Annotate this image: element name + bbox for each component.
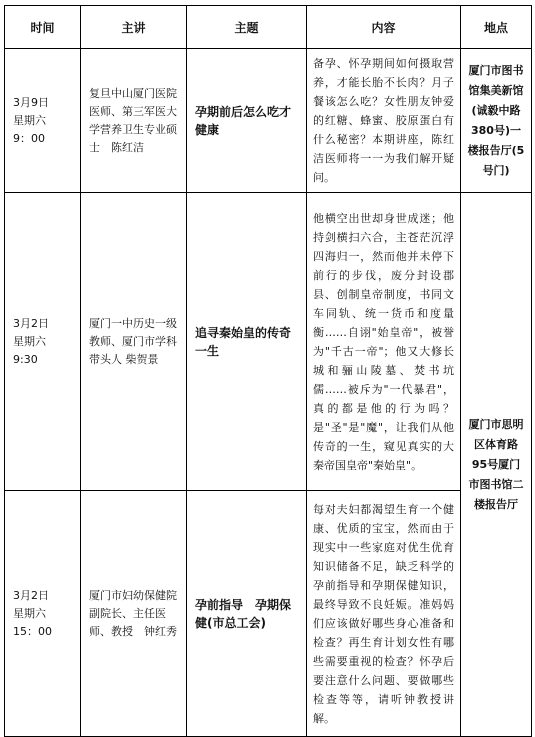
time-cell (5, 49, 81, 193)
header-row (5, 6, 532, 49)
header-speaker: 主讲 (81, 6, 187, 49)
topic-cell: 孕前指导 孕期保健(市总工会) (187, 491, 307, 737)
time-text: 9:30 (13, 352, 38, 366)
header-time: 时间 (5, 6, 81, 49)
date-text: 3月9日 (13, 95, 49, 109)
lecture-schedule-table (4, 5, 532, 737)
content-cell: 备孕、怀孕期间如何摄取营养，才能长胎不长肉？月子餐该怎么吃？女性朋友钟爱的红糖、蜂蜜、胶原蛋白有什么秘密？本期讲座，陈红洁医师将一一为我们解开疑问。 (307, 49, 461, 193)
header-content: 内容 (307, 6, 461, 49)
date-text: 3月2日 (13, 588, 49, 602)
time-cell (5, 193, 81, 491)
weekday-text: 星期六 (13, 334, 46, 348)
time-text: 15：00 (13, 624, 52, 638)
time-text: 9：00 (13, 131, 45, 145)
header-topic: 主题 (187, 6, 307, 49)
weekday-text: 星期六 (13, 113, 46, 127)
table-row (5, 193, 532, 491)
speaker-cell: 厦门市妇幼保健院副院长、主任医师、教授 钟红秀 (81, 491, 187, 737)
table-row (5, 491, 532, 737)
header-venue: 地点 (461, 6, 532, 49)
content-cell: 每对夫妇都渴望生育一个健康、优质的宝宝，然而由于现实中一些家庭对优生优育知识储备不足，缺乏科学的孕前指导和孕期保健知识，最终导致不良妊娠。准妈妈们应该做好哪些身心准备和检查？再生育计划女性有哪些需要重视的检查？怀孕后要注意什么问题、要做哪些检查等等，请听钟教授讲解。 (307, 491, 461, 737)
topic-cell: 孕期前后怎么吃才健康 (187, 49, 307, 193)
speaker-cell: 厦门一中历史一级教师、厦门市学科带头人 柴贺景 (81, 193, 187, 491)
speaker-cell: 复旦中山厦门医院医师、第三军医大学营养卫生专业硕士 陈红洁 (81, 49, 187, 193)
time-cell (5, 491, 81, 737)
date-text: 3月2日 (13, 316, 49, 330)
venue-cell: 厦门市图书馆集美新馆(诚毅中路380号)一楼报告厅(5号门) (461, 49, 532, 193)
table-row (5, 49, 532, 193)
venue-cell: 厦门市思明区体育路95号厦门市图书馆二楼报告厅 (461, 193, 532, 737)
topic-cell: 追寻秦始皇的传奇一生 (187, 193, 307, 491)
weekday-text: 星期六 (13, 606, 46, 620)
content-cell: 他横空出世却身世成迷；他持剑横扫六合，主苍茫沉浮四海归一，然而他并未停下前行的步伐，废分封设郡县、创制皇帝制度，书同文车同轨、统一货币和度量衡……自诩"始皇帝"，被誉为"千古一帝"；他又大修长城和骊山陵墓、焚书坑儒……被斥为"一代暴君"，真的都是他的行为吗？是"圣"是"魔"，让我们从他传奇的一生，窥见真实的大秦帝国皇帝"秦始皇"。 (307, 193, 461, 491)
